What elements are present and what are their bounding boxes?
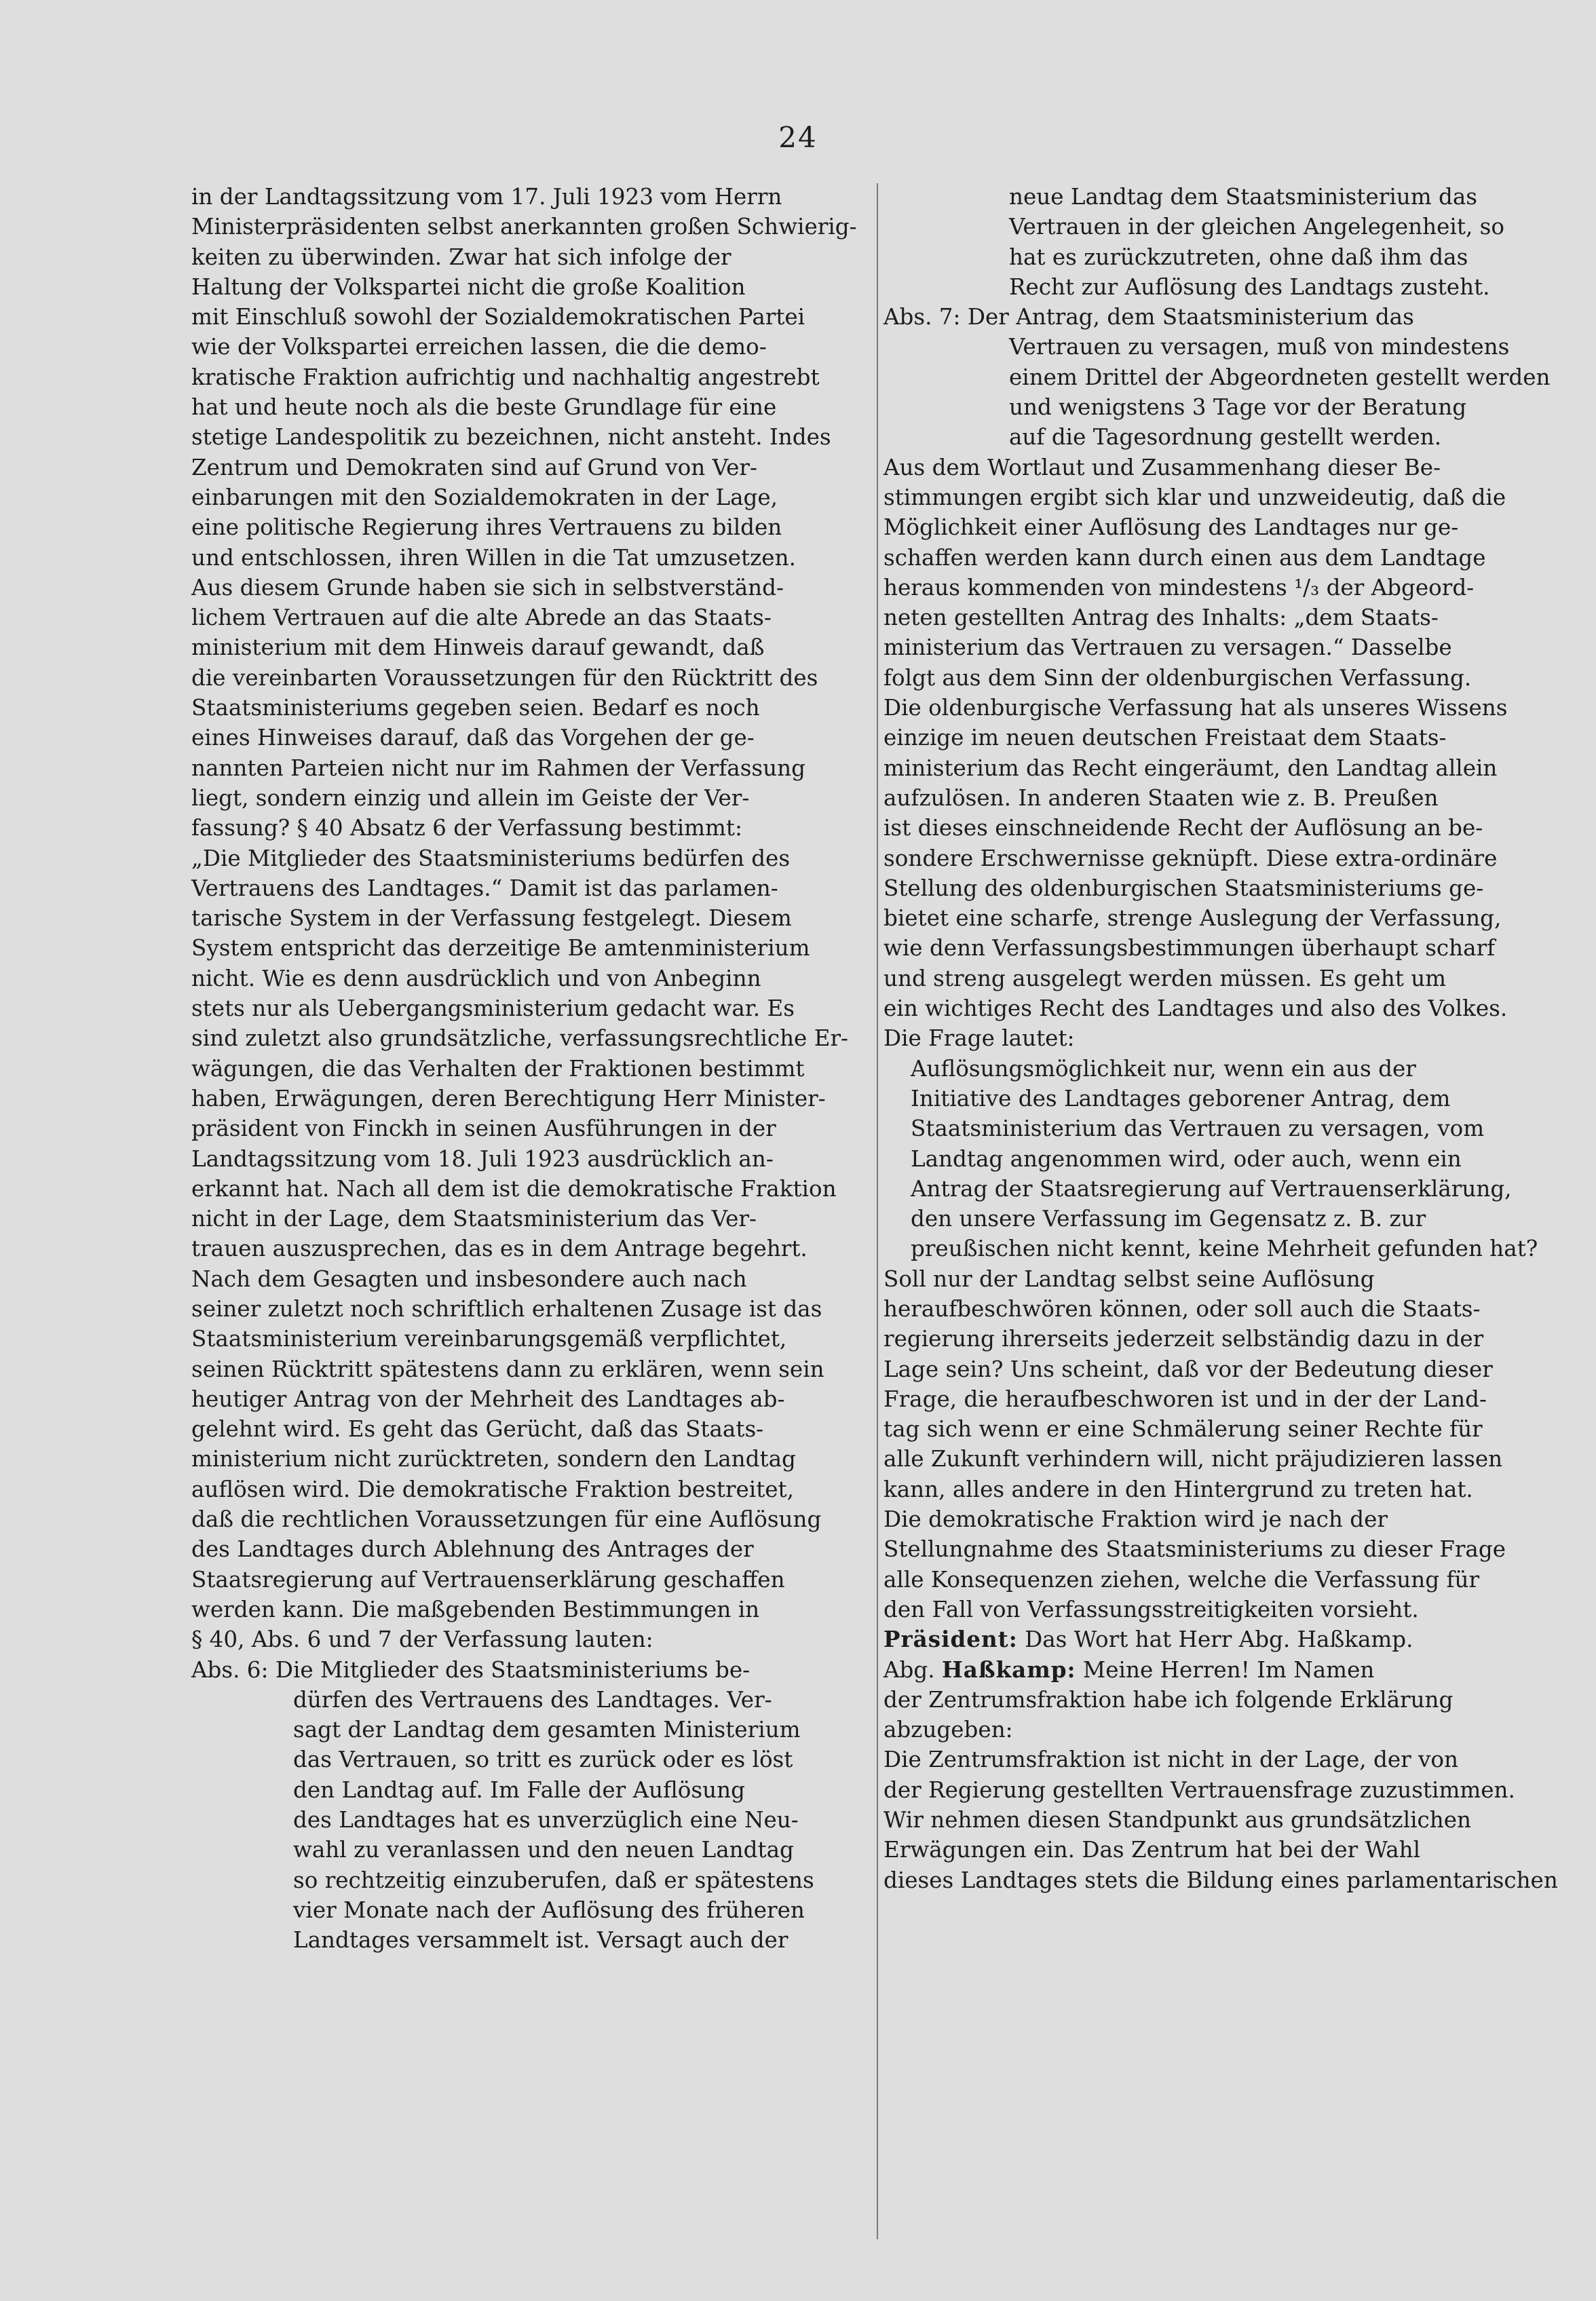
left-column — [191, 182, 870, 1956]
paragraph: in der Landtagssitzung vom 17. Juli 1923 vom Herrn Ministerpräsidenten selbst anerkannten großen Schwierig- keiten zu überwinden. Zwar hat sich infolge der Haltung der Volkspartei nicht die große Koalition mit Einschluß sowohl der Sozialdemokratischen Partei wie der Volkspartei erreichen lassen, die die demo- kratische Fraktion aufrichtig und nachhaltig angestrebt hat und heute noch als die beste Grundlage für eine stetige Landespolitik zu bezeichnen, nicht ansteht. Indes Zentrum und Demokraten sind auf Grund von Ver- einbarungen mit den Sozialdemokraten in der Lage, eine politische Regierung ihres Vertrauens zu bilden und entschlossen, ihren Willen in die Tat umzusetzen. Aus diesem Grunde haben sie sich in selbstverständ- lichem Vertrauen auf die alte Abrede an das Staats- ministerium mit dem Hinweis darauf gewandt, daß die vereinbarten Voraussetzungen für den Rücktritt des Staatsministeriums gegeben seien. Bedarf es noch eines Hinweises darauf, daß das Vorgehen der ge- nannten Parteien nicht nur im Rahmen der Verfassung liegt, sondern einzig und allein im Geiste der Ver- fassung? § 40 Absatz 6 der Verfassung bestimmt: „Die Mitglieder des Staatsministeriums bedürfen des Vertrauens des Landtages.“ Damit ist das parlamen- tarische System in der Verfassung festgelegt. Diesem System entspricht das derzeitige Be amtenministerium nicht. Wie es denn ausdrücklich und von Anbeginn stets nur als Uebergangsministerium gedacht war. Es sind zuletzt also grundsätzliche, verfassungsrechtliche Er- wägungen, die das Verhalten der Fraktionen bestimmt haben, Erwägungen, deren Berechtigung Herr Minister- präsident von Finckh in seinen Ausführungen in der Landtagssitzung vom 18. Juli 1923 ausdrücklich an- erkannt hat. Nach all dem ist die demokratische Fraktion nicht in der Lage, dem Staatsministerium das Ver- trauen auszusprechen, das es in dem Antrage begehrt. — [191, 184, 857, 1262]
speaker-prefix: Abg. — [884, 1656, 942, 1683]
constitution-abs7-label: Abs. 7: Der Antrag, dem Staatsministerium das — [884, 304, 1414, 330]
constitution-abs6-label: Abs. 6: Die Mitglieder des Staatsministeriums be- — [191, 1656, 750, 1683]
statement-text: Meine Herren! Im Namen der Zentrumsfraktion habe ich folgende Erklärung abzugeben: — [884, 1656, 1454, 1743]
paragraph: Die demokratische Fraktion wird je nach der Stellungnahme des Staatsministeriums zu dieser Frage alle Konsequenzen ziehen, welche die Verfassung für den Fall von Verfassungsstreitigkeiten vorsieht. — [884, 1506, 1506, 1622]
paragraph: Soll nur der Landtag selbst seine Auflösung heraufbeschwören können, oder soll auch die Staats- regierung ihrerseits jederzeit selbständig dazu in der Lage sein? Uns scheint, daß vor der Bedeutung dieser Frage, die heraufbeschworen ist und in der der Land- tag sich wenn er eine Schmälerung seiner Rechte für alle Zukunft verhindern will, nicht präjudizieren lassen kann, alles andere in den Hintergrund zu treten hat. — [884, 1266, 1503, 1502]
column-divider — [877, 183, 878, 2239]
paragraph: Die Zentrumsfraktion ist nicht in der Lage, der von der Regierung gestellten Vertrauensfrage zuzustimmen. Wir nehmen diesen Standpunkt aus grundsätzlichen Erwägungen ein. Das Zentrum hat bei der Wahl dieses Landtages stets die Bildung eines parlamentarischen — [884, 1747, 1558, 1893]
page-number: 24 — [778, 121, 818, 154]
right-column — [884, 182, 1562, 1895]
president-statement — [884, 1624, 1562, 1654]
constitution-abs7-text: Vertrauen zu versagen, muß von mindestens einem Drittel der Abgeordneten gestellt werden und wenigstens 3 Tage vor der Beratung auf die Tagesordnung gestellt werden. — [1009, 334, 1551, 451]
speaker-label: Präsident: — [884, 1626, 1018, 1653]
constitution-abs6-text: dürfen des Vertrauens des Landtages. Ver- sagt der Landtag dem gesamten Ministerium das Vertrauen, so tritt es zurück oder es löst den Landtag auf. Im Falle der Auflösung des Landtages hat es unverzüglich eine Neu- wahl zu veranlassen und den neuen Landtag so rechtzeitig einzuberufen, daß er spätestens vier Monate nach der Auflösung des früheren Landtages versammelt ist. Versagt auch der — [293, 1686, 814, 1954]
constitution-abs6-continuation: neue Landtag dem Staatsministerium das Vertrauen in der gleichen Angelegenheit, so hat es zurückzutreten, ohne daß ihm das Recht zur Auflösung des Landtags zusteht. — [1009, 184, 1504, 300]
speaker-name: Haßkamp: — [941, 1656, 1076, 1683]
question-quote: Auflösungsmöglichkeit nur, wenn ein aus der Initiative des Landtages geborener Antrag, dem Staatsministerium das Vertrauen zu versagen, vom Landtag angenommen wird, oder auch, wenn ein Antrag der Staatsregierung auf Vertrauenserklärung, den unsere Verfassung im Gegensatz z. B. zur preußischen nicht kennt, keine Mehrheit gefunden hat? — [911, 1055, 1538, 1262]
statement-text: Das Wort hat Herr Abg. Haßkamp. — [1017, 1627, 1413, 1653]
paragraph: Aus dem Wortlaut und Zusammenhang dieser Be- stimmungen ergibt sich klar und unzweideutig, daß die Möglichkeit einer Auflösung des Landtages nur ge- schaffen werden kann durch einen aus dem Landtage heraus kommenden von mindestens ¹/₃ der Abgeord- neten gestellten Antrag des Inhalts: „dem Staats- ministerium das Vertrauen zu versagen.“ Dasselbe folgt aus dem Sinn der oldenburgischen Verfassung. Die oldenburgische Verfassung hat als unseres Wissens einzige im neuen deutschen Freistaat dem Staats- ministerium das Recht eingeräumt, den Landtag allein aufzulösen. In anderen Staaten wie z. B. Preußen ist dieses einschneidende Recht der Auflösung an be- sondere Erschwernisse geknüpft. Diese extra-ordinäre Stellung des oldenburgischen Staatsministeriums ge- bietet eine scharfe, strenge Auslegung der Verfassung, wie denn Verfassungsbestimmungen überhaupt scharf und streng ausgelegt werden müssen. Es geht um ein wichtiges Recht des Landtages und also des Volkes. Die Frage lautet: — [884, 454, 1508, 1052]
speaker-statement — [884, 1655, 1562, 1745]
paragraph: Nach dem Gesagten und insbesondere auch nach seiner zuletzt noch schriftlich erhaltenen Zusage ist das Staatsministerium vereinbarungsgemäß verpflichtet, seinen Rücktritt spätestens dann zu erklären, wenn sein heutiger Antrag von der Mehrheit des Landtages ab- gelehnt wird. Es geht das Gerücht, daß das Staats- ministerium nicht zurücktreten, sondern den Landtag auflösen wird. Die demokratische Fraktion bestreitet, daß die rechtlichen Voraussetzungen für eine Auflösung des Landtages durch Ablehnung des Antrages der Staatsregierung auf Vertrauenserklärung geschaffen werden kann. Die maßgebenden Bestimmungen in § 40, Abs. 6 und 7 der Verfassung lauten: — [191, 1266, 824, 1653]
